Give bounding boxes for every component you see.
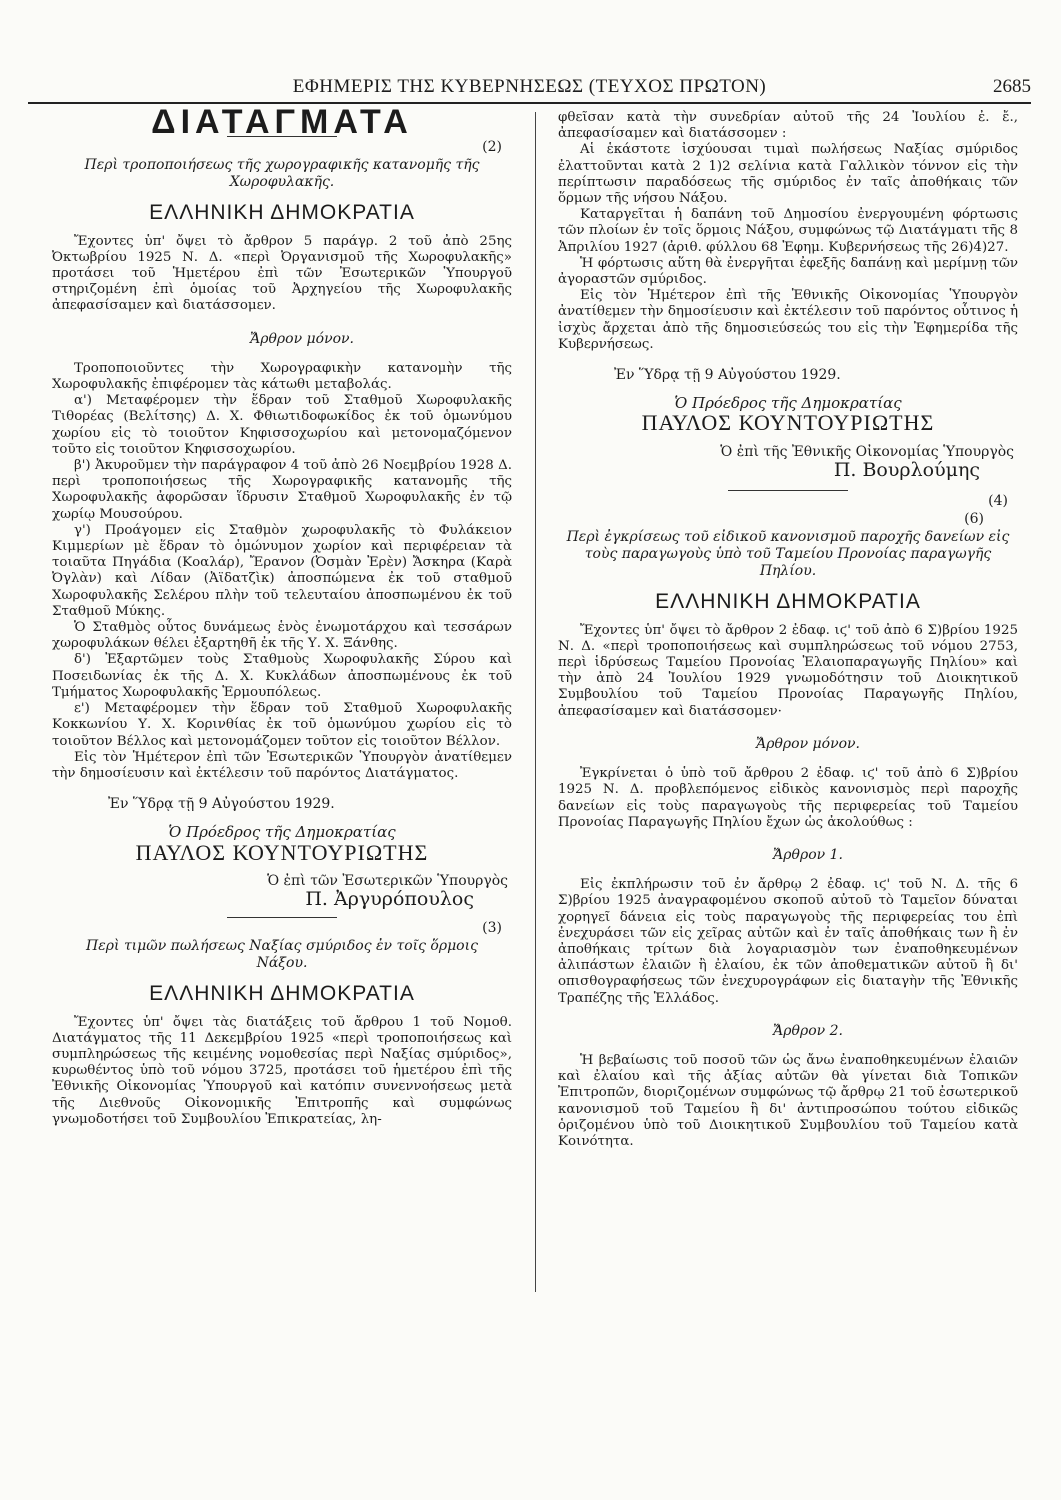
article-heading: Ἄρθρον 2.	[773, 1022, 843, 1039]
paragraph: Καταργεῖται ἡ δαπάνη τοῦ Δημοσίου ἐνεργουμένη φόρτωσις τῶν πλοίων ἐν τοῖς ὅρμοις Νάξου, συμφώνως τῷ Διατάγματι τῆς 8 Ἀπριλίου 1927 (ἀριθ. φύλλου 68 Ἐφημ. Κυβερνήσεως τῆς 26)4)27.	[558, 207, 1018, 255]
place-date: Ἐν Ὕδρᾳ τῇ 9 Αὐγούστου 1929.	[614, 367, 841, 384]
article-heading: Ἄρθρον μόνον.	[756, 735, 860, 752]
republic-heading: ΕΛΛΗΝΙΚΗ ΔΗΜΟΚΡΑΤΙΑ	[149, 982, 415, 1006]
minister-title: Ὁ ἐπὶ τῆς Ἐθνικῆς Οἰκονομίας Ὑπουργὸς	[720, 443, 1014, 460]
paragraph: Εἰς ἐκπλήρωσιν τοῦ ἐν ἄρθρῳ 2 ἐδαφ. ιϛ' τοῦ Ν. Δ. τῆς 6 Σ)βρίου 1925 ἀναγραφομένου σκοποῦ αὐτοῦ τὸ Ταμεῖον δύναται χορηγεῖ δάνεια εἰς τοὺς παραγωγοὺς τῆς περιφερείας του ἐπὶ ἐνεχυράσει τῶν εἰς χεῖρας αὐτῶν καὶ ἐν ταῖς ἀποθήκαις των ἢ ἐν ἀποθήκαις τρίτων διὰ λογαριασμὸν των ἐναποθηκευμένων ἀλιπάστων ἐλαιῶν ἢ ἐλαίου, ἐκ τῶν ἀποθεματικῶν αὐτοῦ ἢ δι' οπισθογραφήσεως τῶν ἐνεχυρογράφων εἰς διαταγὴν τῆς Ἐθνικῆς Τραπέζης τῆς Ἑλλάδος.	[558, 877, 1018, 1006]
paragraph: Ἡ φόρτωσις αὕτη θὰ ἐνεργῆται ἐφεξῆς δαπάνῃ καὶ μερίμνῃ τῶν ἀγοραστῶν σμύριδος.	[558, 255, 1018, 288]
paragraph: Ἐγκρίνεται ὁ ὑπὸ τοῦ ἄρθρου 2 ἐδαφ. ιϛ' τοῦ ἀπὸ 6 Σ)βρίου 1925 Ν. Δ. προβλεπόμενος εἰδικὸς κανονισμὸς περὶ παροχῆς δανείων εἰς τοὺς παραγωγοὺς τῆς περιφερείας τοῦ Ταμείου Προνοίας Παραγωγῆς Πηλίου ἔχων ὡς ἀκολούθως :	[558, 766, 1018, 830]
republic-heading: ΕΛΛΗΝΙΚΗ ΔΗΜΟΚΡΑΤΙΑ	[149, 201, 415, 225]
president-name: ΠΑΥΛΟΣ ΚΟΥΝΤΟΥΡΙΩΤΗΣ	[135, 839, 429, 865]
paragraph: γ') Προάγομεν εἰς Σταθμὸν χωροφυλακῆς τὸ Φυλάκειον Κιμμερίων μὲ ἕδραν τὸ ὁμώνυμον χωρίον καὶ περιφέρειαν τὰ τοιαῦτα Πηγάδια (Κοαλάρ), Ἔρανον (Ὀσμὰν Ἐρὲν) Ἄσκηρα (Καρὰ Ὀγλὰν) καὶ Λίδαν (Ἀϊδατζὶκ) ἀποσπώμενα ἐκ τοῦ σταθμοῦ Χωροφυλακῆς Σελέρου πλὴν τοῦ τελευταίου ἀποσπωμένου ἐκ τοῦ Σταθμοῦ Μύκης.	[52, 522, 512, 619]
paragraph: Εἰς τὸν Ἡμέτερον ἐπὶ τῶν Ἐσωτερικῶν Ὑπουργὸν ἀνατίθεμεν τὴν δημοσίευσιν καὶ ἐκτέλεσιν τοῦ παρόντος Διατάγματος.	[52, 749, 512, 781]
divider	[227, 917, 337, 918]
paragraph: β') Ἀκυροῦμεν τὴν παράγραφον 4 τοῦ ἀπὸ 26 Νοεμβρίου 1928 Δ. περὶ τροποποιήσεως τῆς Χωρογραφικῆς κατανομῆς τῆς Χωροφυλακῆς ἀφορῶσαν ἵδρυσιν Σταθμοῦ Χωροφυλακῆς ἐν τῷ χωρίῳ Μουσούρου.	[52, 458, 512, 522]
minister-name: Π. Βουρλούμης	[833, 458, 980, 481]
president-title: Ὁ Πρόεδρος τῆς Δημοκρατίας	[168, 823, 396, 842]
paragraph: ε') Μεταφέρομεν τὴν ἕδραν τοῦ Σταθμοῦ Χωροφυλακῆς Κοκκωνίου Υ. Χ. Κορινθίας ἐκ τοῦ ὁμωνύμου χωρίου εἰς τὸ τοιοῦτον Βέλλος καὶ μετονομάζομεν τοῦτον εἰς τοιοῦτον Βέλλον.	[52, 701, 512, 749]
paragraph: δ') Ἐξαρτῶμεν τοὺς Σταθμοὺς Χωροφυλακῆς Σύρου καὶ Ποσειδωνίας ἐκ τῆς Δ. Χ. Κυκλάδων ἀποσπωμένους ἐκ τοῦ Τμήματος Χωροφυλακῆς Ἑρμουπόλεως.	[52, 652, 512, 700]
right-column	[558, 110, 1018, 1480]
divider	[728, 490, 848, 491]
place-date: Ἐν Ὕδρᾳ τῇ 9 Αὐγούστου 1929.	[108, 796, 335, 813]
decree-subject: Περὶ τροποποιήσεως τῆς χωρογραφικῆς κατανομῆς τῆς Χωροφυλακῆς.	[84, 157, 480, 191]
article-heading: Ἄρθρον μόνον.	[250, 330, 354, 347]
decree-number: (2)	[482, 139, 502, 156]
left-column	[52, 103, 512, 1480]
minister-title: Ὁ ἐπὶ τῶν Ἐσωτερικῶν Ὑπουργὸς	[267, 872, 508, 889]
gazette-title: ΕΦΗΜΕΡΙΣ ΤΗΣ ΚΥΒΕΡΝΗΣΕΩΣ (ΤΕΥΧΟΣ ΠΡΩΤΟΝ)	[292, 76, 767, 97]
paragraph: Εἰς τὸν Ἡμέτερον ἐπὶ τῆς Ἐθνικῆς Οἰκονομίας Ὑπουργὸν ἀνατίθεμεν τὴν δημοσίευσιν καὶ ἐκτέλεσιν τοῦ παρόντος οὗτινος ἡ ἰσχὺς ἄρχεται ἀπὸ τῆς δημοσιεύσεώς του εἰς τὴν Ἐφημερίδα τῆς Κυβερνήσεως.	[558, 288, 1018, 352]
preamble: Ἔχοντες ὑπ' ὄψει τὸ ἄρθρον 5 παράγρ. 2 τοῦ ἀπὸ 25ης Ὀκτωβρίου 1925 Ν. Δ. «περὶ Ὀργανισμοῦ τῆς Χωροφυλακῆς» προτάσει τοῦ Ἡμετέρου ἐπὶ τῶν Ἐσωτερικῶν Ὑπουργοῦ στηριζομένη ἐπὶ ὁμοίας τοῦ Ἀρχηγείου τῆς Χωροφυλακῆς ἀπεφασίσαμεν καὶ διατάσσομεν.	[52, 233, 512, 314]
page-number: 2685	[993, 76, 1031, 97]
preamble: Ἔχοντες ὑπ' ὄψει τὰς διατάξεις τοῦ ἄρθρου 1 τοῦ Νομοθ. Διατάγματος τῆς 11 Δεκεμβρίου 1925 «περὶ τροποποιήσεως καὶ συμπληρώσεως τῆς κειμένης νομοθεσίας περὶ Ναξίας σμύριδος», κυρωθέντος ὑπὸ τοῦ νόμου 3725, προτάσει τοῦ ἡμετέρου ἐπὶ τῆς Ἐθνικῆς Οἰκονομίας Ὑπουργοῦ καὶ κατόπιν συνεννοήσεως μετὰ τῆς Διεθνοῦς Οἰκονομικῆς Ἐπιτροπῆς καὶ συμφώνως γνωμοδοτήσει τοῦ Συμβουλίου Ἐπικρατείας, λη-	[52, 1014, 512, 1127]
president-name: ΠΑΥΛΟΣ ΚΟΥΝΤΟΥΡΙΩΤΗΣ	[641, 410, 935, 436]
section-title: ΔΙΑΤΑΓΜΑΤΑ	[151, 103, 413, 141]
paragraph: φθεῖσαν κατὰ τὴν συνεδρίαν αὐτοῦ τῆς 24 Ἰουλίου ἐ. ἔ., ἀπεφασίσαμεν καὶ διατάσσομεν :	[558, 110, 1018, 142]
decree-subject: Περὶ τιμῶν πωλήσεως Ναξίας σμύριδος ἐν τοῖς ὅρμοις Νάξου.	[86, 938, 478, 972]
president-title: Ὁ Πρόεδρος τῆς Δημοκρατίας	[674, 394, 902, 413]
column-divider	[535, 112, 536, 1292]
paragraph: Τροποποιοῦντες τὴν Χωρογραφικὴν κατανομὴν τῆς Χωροφυλακῆς ἐπιφέρομεν τὰς κάτωθι μεταβολάς.	[52, 360, 512, 393]
article-heading: Ἄρθρον 1.	[773, 846, 843, 863]
paragraph: Ὁ Σταθμὸς οὗτος δυνάμεως ἑνὸς ἐνωμοτάρχου καὶ τεσσάρων χωροφυλάκων θέλει ἐξαρτηθῆ ἐκ τῆς Υ. Χ. Ξάνθης.	[52, 620, 512, 652]
minister-name: Π. Ἀργυρόπουλος	[305, 887, 474, 910]
decree-number-alt: (6)	[964, 511, 984, 528]
decree-number: (4)	[988, 493, 1008, 510]
paragraph: Ἡ βεβαίωσις τοῦ ποσοῦ τῶν ὡς ἄνω ἐναποθηκευμένων ἐλαιῶν καὶ ἐλαίου καὶ τῆς ἀξίας αὐτῶν θὰ γίνεται διὰ Τοπικῶν Ἐπιτροπῶν, διοριζομένων συμφώνως τῷ ἄρθρῳ 21 τοῦ ἐσωτερικοῦ κανονισμοῦ τοῦ Ταμείου ἢ δι' ἀντιπροσώπου τούτου εἰδικῶς ὁριζομένου ὑπὸ τοῦ Διοικητικοῦ Συμβουλίου τοῦ Ταμείου κατὰ Κοινότητα.	[558, 1052, 1018, 1149]
paragraph: Αἱ ἑκάστοτε ἰσχύουσαι τιμαὶ πωλήσεως Ναξίας σμύριδος ἐλαττοῦνται κατὰ 2 1)2 σελίνια κατὰ Γαλλικὸν τόννον εἰς τὴν περίπτωσιν παραδόσεως τῆς σμύριδος ἐν ταῖς ἀποθήκαις τῶν ὅρμων τῆς νήσου Νάξου.	[558, 142, 1018, 207]
decree-number: (3)	[482, 920, 502, 937]
paragraph: α') Μεταφέρομεν τὴν ἕδραν τοῦ Σταθμοῦ Χωροφυλακῆς Τιθορέας (Βελίτσης) Δ. Χ. Φθιωτιδοφωκίδος ἐκ τοῦ ὁμωνύμου χωρίου εἰς τὸ τοιοῦτον Κηφισσοχωρίου καὶ μετονομαζόμενον τοῦτο εἰς τοιοῦτον Κηφισσοχωρίου.	[52, 393, 512, 457]
republic-heading: ΕΛΛΗΝΙΚΗ ΔΗΜΟΚΡΑΤΙΑ	[655, 590, 921, 614]
decree-subject: Περὶ ἐγκρίσεως τοῦ εἰδικοῦ κανονισμοῦ παροχῆς δανείων εἰς τοὺς παραγωγοὺς ὑπὸ τοῦ Ταμείου Προνοίας παραγωγῆς Πηλίου.	[566, 529, 1010, 580]
page-header	[28, 72, 1031, 104]
preamble: Ἔχοντες ὑπ' ὄψει τὸ ἄρθρον 2 ἐδαφ. ιϛ' τοῦ ἀπὸ 6 Σ)βρίου 1925 Ν. Δ. «περὶ τροποποιήσεως καὶ συμπληρώσεως τοῦ νόμου 2753, περὶ ἱδρύσεως Ταμείου Προνοίας Ἐλαιοπαραγωγῆς Πηλίου» καὶ τὴν ἀπὸ 24 Ἰουλίου 1929 γνωμοδότησιν τοῦ Διοικητικοῦ Συμβουλίου τοῦ Ταμείου Προνοίας Παραγωγῆς Πηλίου, ἀπεφασίσαμεν καὶ διατάσσομεν·	[558, 622, 1018, 719]
